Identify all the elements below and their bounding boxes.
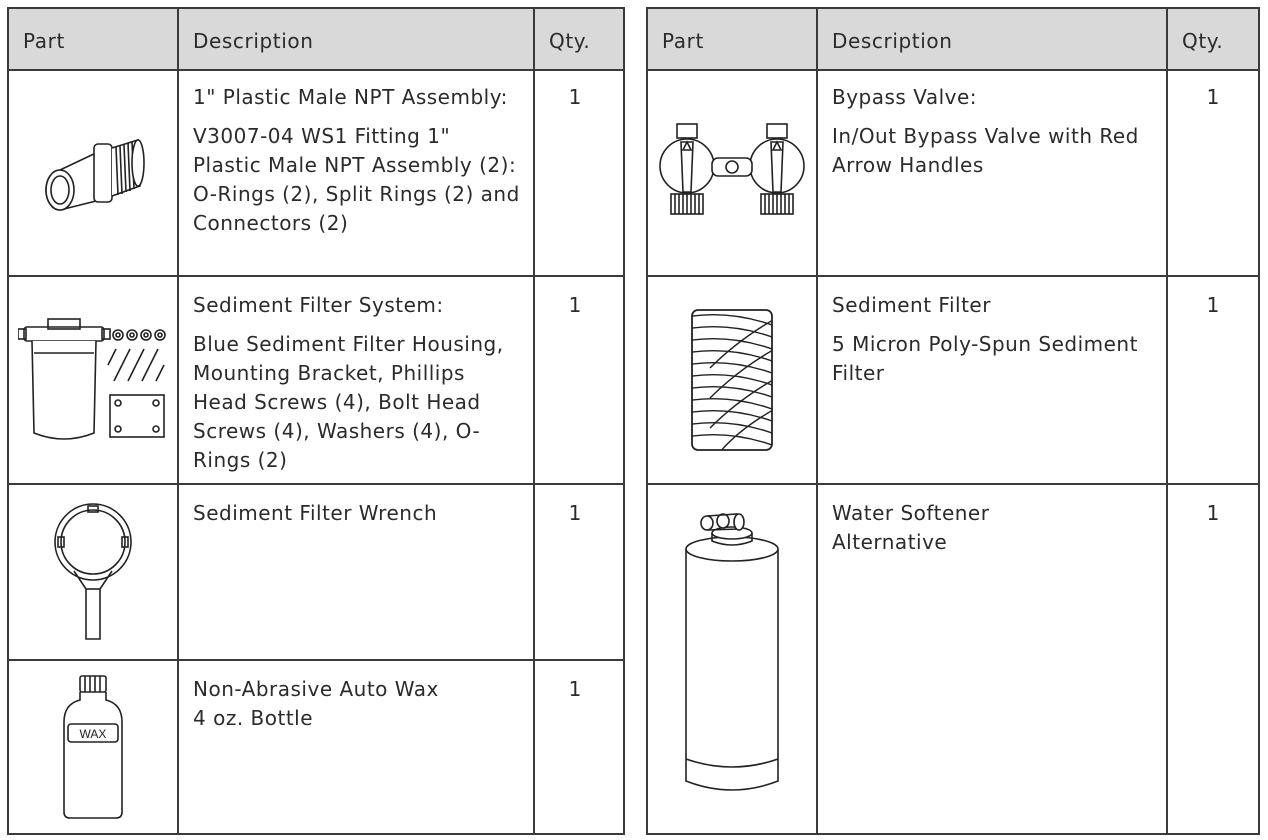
table-row: [9, 277, 623, 485]
wax-bottle-icon: [9, 661, 177, 833]
item-description: [193, 675, 523, 733]
item-title: 1" Plastic Male NPT Assembly:: [193, 85, 508, 109]
header-description: Description: [832, 29, 953, 53]
item-description: [193, 499, 523, 528]
header-qty: Qty.: [1182, 29, 1224, 53]
item-detail: In/Out Bypass Valve with Red Arrow Handles: [832, 124, 1139, 177]
item-qty: 1: [568, 293, 582, 317]
header-qty: Qty.: [549, 29, 591, 53]
table-row: [9, 69, 623, 277]
item-title: Sediment Filter System:: [193, 293, 444, 317]
parts-table-right: [646, 7, 1260, 835]
item-detail: Blue Sediment Filter Housing, Mounting Bracket, Phillips Head Screws (4), Bolt Head Screws (4), Washers (4), O-Rings (2): [193, 332, 504, 472]
item-title: Sediment Filter: [832, 293, 991, 317]
filter-wrench-icon: [9, 485, 177, 659]
table-header: [9, 9, 623, 71]
header-part: Part: [23, 29, 65, 53]
bottle-label: WAX: [79, 727, 107, 741]
sediment-filter-cartridge-icon: [648, 277, 816, 483]
item-title: Sediment Filter Wrench: [193, 501, 438, 525]
column-divider: [533, 9, 535, 833]
column-divider: [816, 9, 818, 833]
item-title: Non-Abrasive Auto Wax: [193, 677, 439, 701]
sediment-filter-system-icon: [9, 277, 177, 483]
water-softener-tank-icon: [648, 485, 816, 833]
bypass-valve-icon: [648, 69, 816, 275]
table-row: [9, 485, 623, 661]
parts-table-left: [7, 7, 625, 835]
item-qty: 1: [568, 677, 582, 701]
item-detail: Alternative: [832, 530, 948, 554]
male-npt-fitting-icon: [9, 69, 177, 275]
item-qty: 1: [568, 501, 582, 525]
header-description: Description: [193, 29, 314, 53]
item-qty: 1: [568, 85, 582, 109]
table-row: [9, 661, 623, 833]
item-qty: 1: [1206, 85, 1220, 109]
item-description: [832, 83, 1162, 180]
item-description: [832, 499, 1162, 557]
item-description: [193, 291, 523, 475]
item-title: Bypass Valve:: [832, 85, 978, 109]
column-divider: [1166, 9, 1168, 833]
column-divider: [177, 9, 179, 833]
item-detail: V3007-04 WS1 Fitting 1" Plastic Male NPT Assembly (2): O-Rings (2), Split Rings (2) and Connectors (2): [193, 124, 520, 235]
item-detail: 5 Micron Poly-Spun Sediment Filter: [832, 332, 1138, 385]
item-title: Water Softener: [832, 501, 990, 525]
header-part: Part: [662, 29, 704, 53]
item-description: [832, 291, 1162, 388]
item-detail: 4 oz. Bottle: [193, 706, 314, 730]
item-description: [193, 83, 523, 238]
item-qty: 1: [1206, 293, 1220, 317]
item-qty: 1: [1206, 501, 1220, 525]
